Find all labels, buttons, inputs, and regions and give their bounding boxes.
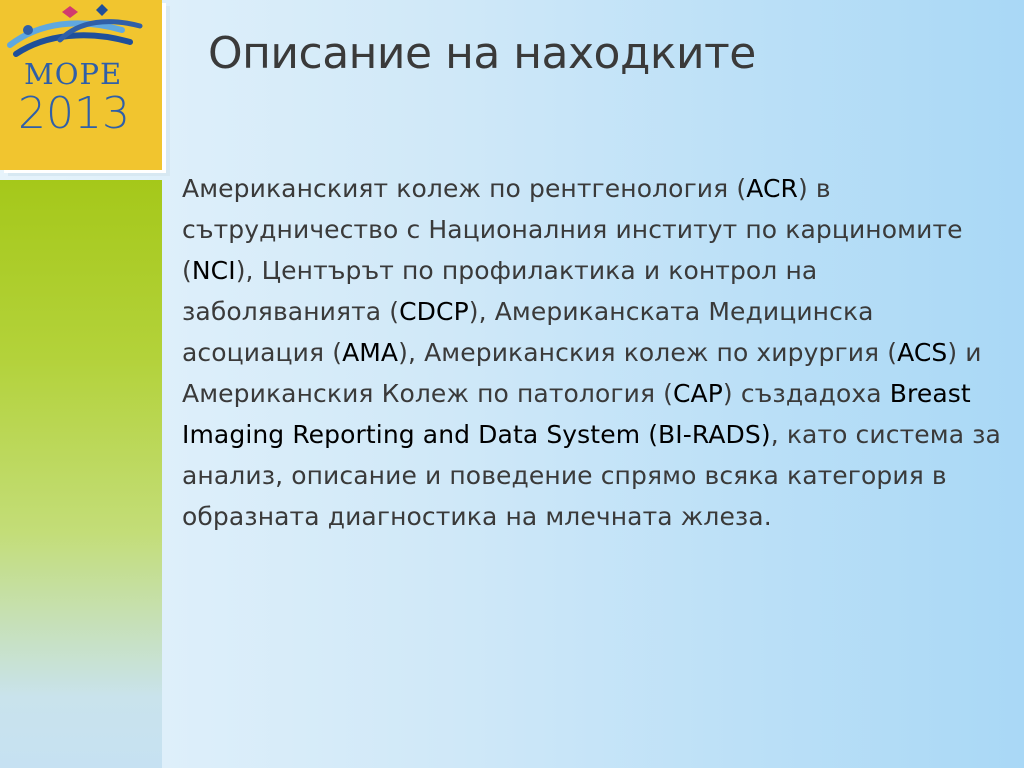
left-gradient-strip bbox=[0, 180, 162, 768]
body-segment: ), Американския колеж по хирургия ( bbox=[398, 338, 898, 367]
abbr-acs: ACS bbox=[897, 338, 948, 367]
abbr-nci: NCI bbox=[191, 256, 236, 285]
slide-body-text bbox=[182, 168, 1012, 537]
slide-title: Описание на находките bbox=[208, 28, 756, 79]
body-segment: Американският колеж по рентгенология ( bbox=[182, 174, 747, 203]
abbr-acr: ACR bbox=[746, 174, 798, 203]
body-segment: ), Американската Медицинска асоциация ( bbox=[182, 297, 874, 367]
body-segment: ) в сътрудничество с Националния институт по карциномите ( bbox=[182, 174, 963, 285]
body-segment: ) и Американския Колеж по патология ( bbox=[182, 338, 982, 408]
abbr-cdcp: CDCP bbox=[399, 297, 469, 326]
body-segment: ) създадоха bbox=[722, 379, 890, 408]
logo-year: 2013 bbox=[18, 88, 130, 139]
body-segment: ), Центърът по профилактика и контрол на заболяванията ( bbox=[182, 256, 818, 326]
logo-word: МОРЕ bbox=[24, 57, 123, 91]
conference-logo bbox=[0, 0, 162, 170]
bi-rads-name: Breast Imaging Reporting and Data System (BI-RADS) bbox=[182, 379, 971, 449]
body-segment: , като система за анализ, описание и поведение спрямо всяка категория в образната диагностика на млечната жлеза. bbox=[182, 420, 1001, 531]
abbr-ama: AMA bbox=[342, 338, 399, 367]
abbr-cap: CAP bbox=[672, 379, 723, 408]
